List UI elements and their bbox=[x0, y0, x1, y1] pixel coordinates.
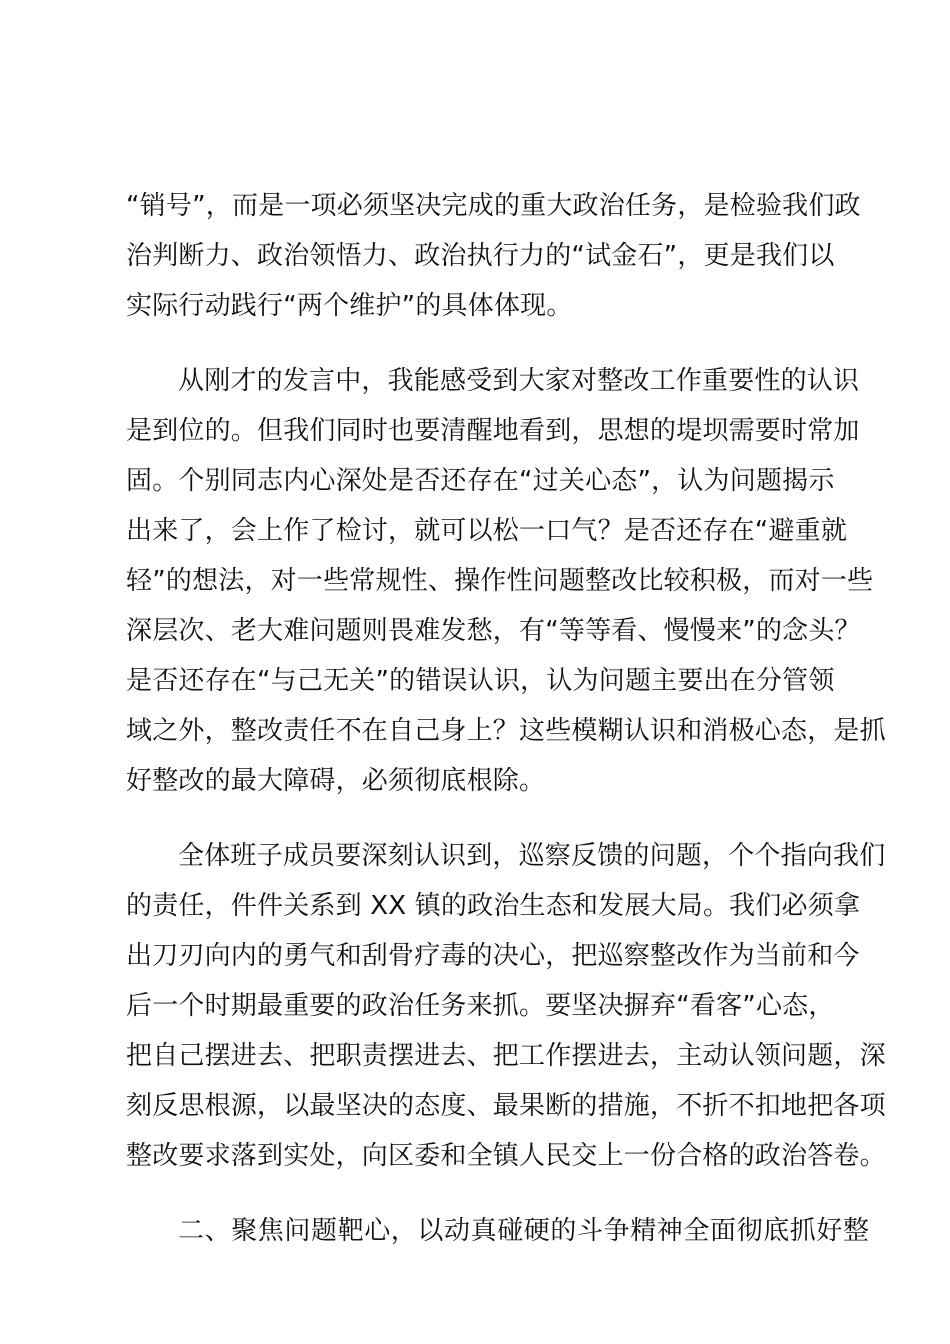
paragraph bbox=[126, 356, 886, 806]
text-line: 整改要求落到实处，向区委和全镇人民交上一份合格的政治答卷。 bbox=[126, 1141, 886, 1171]
text-line: 出刀刃向内的勇气和刮骨疗毒的决心，把巡察整改作为当前和今 bbox=[126, 941, 860, 971]
text-line: 域之外，整改责任不在自己身上？这些模糊认识和消极心态，是抓 bbox=[126, 716, 886, 746]
text-line: 的责任，件件关系到 XX 镇的政治生态和发展大局。我们必须拿 bbox=[126, 891, 861, 921]
document-body bbox=[126, 181, 886, 1256]
text-line: 实际行动践行“两个维护”的具体体现。 bbox=[126, 291, 573, 321]
paragraph-spacer bbox=[126, 1181, 826, 1206]
heading-line: 二、聚焦问题靶心，以动真碰硬的斗争精神全面彻底抓好整 bbox=[178, 1216, 870, 1246]
text-line: 全体班子成员要深刻认识到，巡察反馈的问题，个个指向我们 bbox=[178, 841, 886, 871]
text-line: 固。个别同志内心深处是否还存在“过关心态”，认为问题揭示 bbox=[126, 466, 835, 496]
text-line: 出来了，会上作了检讨，就可以松一口气？是否还存在“避重就 bbox=[126, 516, 848, 546]
paragraph-spacer bbox=[126, 331, 826, 356]
text-line: 是到位的。但我们同时也要清醒地看到，思想的堤坝需要时常加 bbox=[126, 416, 860, 446]
text-line: 刻反思根源，以最坚决的态度、最果断的措施，不折不扣地把各项 bbox=[126, 1091, 886, 1121]
text-line: 轻”的想法，对一些常规性、操作性问题整改比较积极，而对一些 bbox=[126, 566, 874, 596]
section-heading bbox=[126, 1206, 870, 1256]
paragraph bbox=[126, 831, 886, 1181]
text-line: 深层次、老大难问题则畏难发愁，有“等等看、慢慢来”的念头？ bbox=[126, 616, 861, 646]
text-line: 是否还存在“与己无关”的错误认识，认为问题主要出在分管领 bbox=[126, 666, 835, 696]
text-line: 从刚才的发言中，我能感受到大家对整改工作重要性的认识 bbox=[178, 366, 860, 396]
text-line: 好整改的最大障碍，必须彻底根除。 bbox=[126, 766, 546, 796]
text-line: 把自己摆进去、把职责摆进去、把工作摆进去，主动认领问题，深 bbox=[126, 1041, 886, 1071]
text-line: 治判断力、政治领悟力、政治执行力的“试金石”，更是我们以 bbox=[126, 241, 835, 271]
paragraph-spacer bbox=[126, 806, 826, 831]
paragraph bbox=[126, 181, 861, 331]
text-line: “销号”，而是一项必须坚决完成的重大政治任务，是检验我们政 bbox=[126, 191, 861, 221]
text-line: 后一个时期最重要的政治任务来抓。要坚决摒弃“看客”心态， bbox=[126, 991, 835, 1021]
